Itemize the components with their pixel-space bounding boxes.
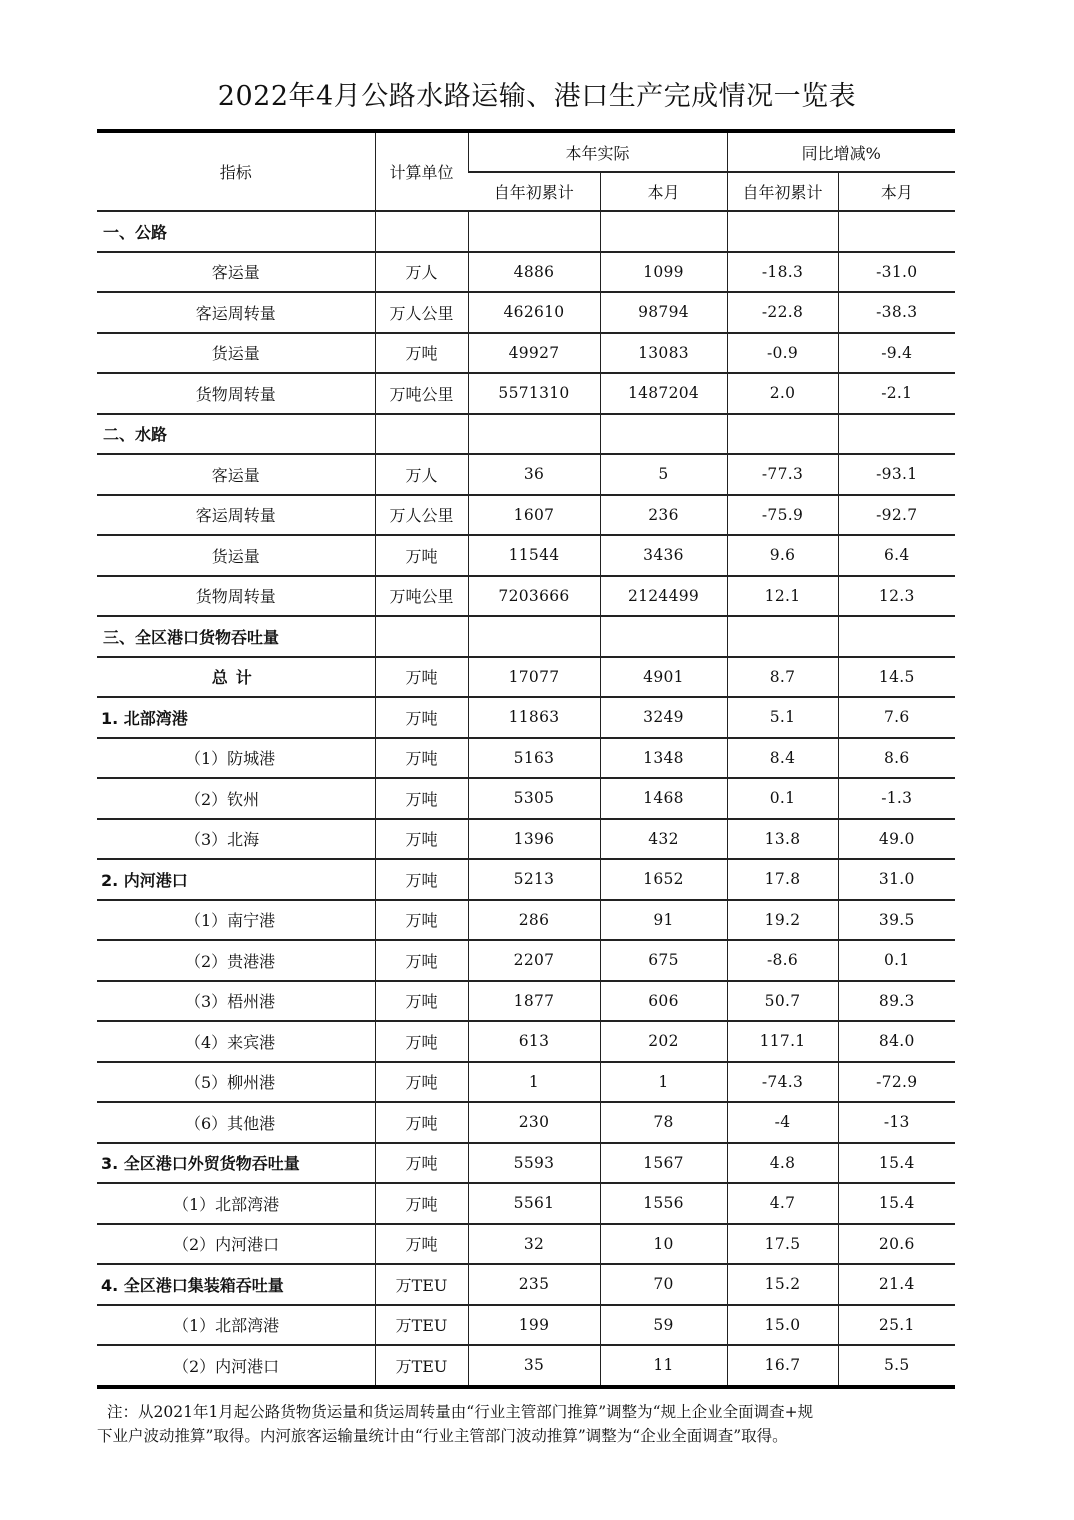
cell-ytd: 613 (468, 1021, 600, 1062)
cell-ytd-yoy: 9.6 (727, 535, 838, 576)
cell-unit: 万人公里 (375, 292, 468, 333)
cell-ytd (468, 414, 600, 455)
cell-ytd-yoy: -8.6 (727, 940, 838, 981)
cell-ytd: 1 (468, 1062, 600, 1103)
cell-month-yoy: -1.3 (838, 778, 955, 819)
cell-name: 2. 内河港口 (97, 859, 375, 900)
cell-ytd: 32 (468, 1224, 600, 1265)
cell-month: 11 (600, 1345, 727, 1387)
cell-ytd: 286 (468, 900, 600, 941)
cell-ytd: 49927 (468, 333, 600, 374)
cell-unit: 万吨 (375, 333, 468, 374)
table-row (97, 859, 955, 900)
cell-ytd-yoy: 50.7 (727, 981, 838, 1022)
table-row (97, 738, 955, 779)
cell-ytd-yoy: 0.1 (727, 778, 838, 819)
cell-name: 客运量 (97, 252, 375, 293)
header-yoy-group: 同比增减% (727, 131, 955, 172)
cell-month: 1652 (600, 859, 727, 900)
cell-month-yoy: -2.1 (838, 373, 955, 414)
cell-month: 432 (600, 819, 727, 860)
header-indicator: 指标 (97, 131, 375, 211)
cell-month-yoy: -93.1 (838, 454, 955, 495)
page-title: 2022年4月公路水路运输、港口生产完成情况一览表 (217, 81, 857, 112)
table-row (97, 1305, 955, 1346)
table-row (97, 900, 955, 941)
cell-ytd-yoy: 2.0 (727, 373, 838, 414)
cell-month-yoy: 7.6 (838, 697, 955, 738)
cell-name: 三、全区港口货物吞吐量 (97, 616, 375, 657)
cell-month-yoy: 84.0 (838, 1021, 955, 1062)
cell-name: （6）其他港 (97, 1102, 375, 1143)
cell-ytd-yoy: 12.1 (727, 576, 838, 617)
section-row (97, 414, 955, 455)
cell-unit: 万人 (375, 252, 468, 293)
cell-month-yoy: 6.4 (838, 535, 955, 576)
table-row (97, 1021, 955, 1062)
cell-month-yoy: 31.0 (838, 859, 955, 900)
cell-month-yoy (838, 616, 955, 657)
cell-month: 1 (600, 1062, 727, 1103)
cell-ytd-yoy: 117.1 (727, 1021, 838, 1062)
table-row (97, 333, 955, 374)
cell-ytd-yoy: -0.9 (727, 333, 838, 374)
section-row (97, 211, 955, 252)
table-row (97, 778, 955, 819)
cell-ytd-yoy: 4.7 (727, 1183, 838, 1224)
cell-ytd-yoy: 8.4 (727, 738, 838, 779)
cell-unit: 万吨公里 (375, 576, 468, 617)
cell-name: 货运量 (97, 535, 375, 576)
cell-month: 59 (600, 1305, 727, 1346)
cell-name: （2）内河港口 (97, 1345, 375, 1387)
cell-month: 13083 (600, 333, 727, 374)
cell-name: 二、水路 (97, 414, 375, 455)
cell-month-yoy: 5.5 (838, 1345, 955, 1387)
cell-month-yoy (838, 414, 955, 455)
cell-ytd: 35 (468, 1345, 600, 1387)
cell-ytd-yoy: -77.3 (727, 454, 838, 495)
table-row (97, 373, 955, 414)
header-unit: 计算单位 (375, 131, 468, 211)
cell-unit: 万吨 (375, 819, 468, 860)
cell-month-yoy: 20.6 (838, 1224, 955, 1265)
cell-month: 1556 (600, 1183, 727, 1224)
cell-ytd: 4886 (468, 252, 600, 293)
cell-ytd: 1877 (468, 981, 600, 1022)
cell-name: 总计 (97, 657, 375, 698)
table-row (97, 981, 955, 1022)
cell-name: （3）北海 (97, 819, 375, 860)
table-row (97, 535, 955, 576)
cell-month: 4901 (600, 657, 727, 698)
cell-month: 1468 (600, 778, 727, 819)
cell-name: （3）梧州港 (97, 981, 375, 1022)
cell-unit: 万吨 (375, 900, 468, 941)
cell-unit: 万TEU (375, 1345, 468, 1387)
cell-name: 客运周转量 (97, 292, 375, 333)
cell-month-yoy: 89.3 (838, 981, 955, 1022)
cell-name: （2）贵港港 (97, 940, 375, 981)
cell-name: （1）南宁港 (97, 900, 375, 941)
table-row (97, 1345, 955, 1387)
table-row (97, 940, 955, 981)
cell-ytd-yoy: 13.8 (727, 819, 838, 860)
cell-ytd-yoy: -22.8 (727, 292, 838, 333)
cell-ytd-yoy (727, 414, 838, 455)
cell-month (600, 211, 727, 252)
cell-name: （2）钦州 (97, 778, 375, 819)
cell-unit: 万TEU (375, 1305, 468, 1346)
cell-month-yoy: 39.5 (838, 900, 955, 941)
header-month-yoy: 本月 (838, 172, 955, 211)
cell-unit: 万人 (375, 454, 468, 495)
table-row (97, 1264, 955, 1305)
table-row (97, 576, 955, 617)
cell-ytd-yoy (727, 211, 838, 252)
cell-name: （4）来宾港 (97, 1021, 375, 1062)
cell-month-yoy: 15.4 (838, 1143, 955, 1184)
cell-month-yoy: -38.3 (838, 292, 955, 333)
cell-ytd-yoy: 17.8 (727, 859, 838, 900)
cell-ytd: 7203666 (468, 576, 600, 617)
cell-ytd-yoy (727, 616, 838, 657)
cell-name: （5）柳州港 (97, 1062, 375, 1103)
header-ytd: 自年初累计 (468, 172, 600, 211)
cell-month-yoy: 8.6 (838, 738, 955, 779)
cell-month: 98794 (600, 292, 727, 333)
cell-ytd (468, 616, 600, 657)
cell-ytd-yoy: 19.2 (727, 900, 838, 941)
cell-month-yoy: 15.4 (838, 1183, 955, 1224)
cell-unit: 万吨公里 (375, 373, 468, 414)
cell-name: 货运量 (97, 333, 375, 374)
cell-ytd-yoy: -18.3 (727, 252, 838, 293)
cell-name: 货物周转量 (97, 373, 375, 414)
cell-ytd: 5213 (468, 859, 600, 900)
cell-month: 1487204 (600, 373, 727, 414)
footnote (97, 1400, 955, 1448)
table-row (97, 1102, 955, 1143)
cell-ytd-yoy: -4 (727, 1102, 838, 1143)
cell-ytd: 36 (468, 454, 600, 495)
cell-month: 202 (600, 1021, 727, 1062)
cell-ytd-yoy: 16.7 (727, 1345, 838, 1387)
cell-unit: 万吨 (375, 738, 468, 779)
cell-month (600, 616, 727, 657)
cell-month: 1099 (600, 252, 727, 293)
cell-month: 606 (600, 981, 727, 1022)
cell-month-yoy: 14.5 (838, 657, 955, 698)
table-row (97, 1143, 955, 1184)
cell-unit: 万吨 (375, 697, 468, 738)
cell-unit (375, 211, 468, 252)
cell-unit: 万吨 (375, 535, 468, 576)
cell-name: 1. 北部湾港 (97, 697, 375, 738)
cell-month (600, 414, 727, 455)
cell-ytd: 5571310 (468, 373, 600, 414)
cell-ytd-yoy: 17.5 (727, 1224, 838, 1265)
cell-ytd: 5163 (468, 738, 600, 779)
table-row (97, 1224, 955, 1265)
cell-ytd-yoy: 15.0 (727, 1305, 838, 1346)
cell-month-yoy: -13 (838, 1102, 955, 1143)
cell-name: 4. 全区港口集装箱吞吐量 (97, 1264, 375, 1305)
cell-unit: 万吨 (375, 657, 468, 698)
cell-month: 675 (600, 940, 727, 981)
cell-ytd-yoy: 15.2 (727, 1264, 838, 1305)
cell-month: 236 (600, 495, 727, 536)
cell-month: 78 (600, 1102, 727, 1143)
cell-unit: 万吨 (375, 1021, 468, 1062)
cell-name: 客运量 (97, 454, 375, 495)
cell-month-yoy: 21.4 (838, 1264, 955, 1305)
header-actual-group: 本年实际 (468, 131, 727, 172)
table-row (97, 495, 955, 536)
cell-ytd: 1396 (468, 819, 600, 860)
cell-month: 3249 (600, 697, 727, 738)
table-row (97, 819, 955, 860)
cell-name: （1）北部湾港 (97, 1183, 375, 1224)
table-row (97, 1183, 955, 1224)
cell-ytd-yoy: -74.3 (727, 1062, 838, 1103)
cell-ytd-yoy: -75.9 (727, 495, 838, 536)
header-ytd-yoy: 自年初累计 (727, 172, 838, 211)
cell-ytd: 11863 (468, 697, 600, 738)
cell-unit: 万吨 (375, 859, 468, 900)
cell-unit: 万吨 (375, 1224, 468, 1265)
cell-unit: 万吨 (375, 1143, 468, 1184)
cell-name: （2）内河港口 (97, 1224, 375, 1265)
cell-unit: 万吨 (375, 940, 468, 981)
footnote-line-2: 下业户波动推算”取得。内河旅客运输量统计由“行业主管部门波动推算”调整为“企业全面调查”取得。 (97, 1427, 788, 1445)
cell-ytd-yoy: 5.1 (727, 697, 838, 738)
cell-unit: 万人公里 (375, 495, 468, 536)
header-month: 本月 (600, 172, 727, 211)
table-row (97, 657, 955, 698)
statistics-table (97, 129, 955, 1389)
cell-ytd: 5593 (468, 1143, 600, 1184)
cell-ytd: 230 (468, 1102, 600, 1143)
cell-month-yoy: 25.1 (838, 1305, 955, 1346)
section-row (97, 616, 955, 657)
cell-month-yoy: -9.4 (838, 333, 955, 374)
table-body (97, 211, 955, 1387)
cell-ytd: 17077 (468, 657, 600, 698)
cell-month: 91 (600, 900, 727, 941)
cell-ytd: 5305 (468, 778, 600, 819)
cell-ytd: 5561 (468, 1183, 600, 1224)
cell-month: 3436 (600, 535, 727, 576)
cell-month-yoy: 0.1 (838, 940, 955, 981)
cell-month-yoy: -92.7 (838, 495, 955, 536)
cell-ytd: 1607 (468, 495, 600, 536)
cell-unit: 万吨 (375, 1062, 468, 1103)
cell-ytd: 199 (468, 1305, 600, 1346)
table-row (97, 252, 955, 293)
cell-month: 70 (600, 1264, 727, 1305)
cell-ytd-yoy: 8.7 (727, 657, 838, 698)
cell-month-yoy: -72.9 (838, 1062, 955, 1103)
cell-month: 2124499 (600, 576, 727, 617)
cell-month-yoy: -31.0 (838, 252, 955, 293)
cell-unit (375, 414, 468, 455)
cell-unit (375, 616, 468, 657)
cell-month-yoy (838, 211, 955, 252)
cell-month-yoy: 49.0 (838, 819, 955, 860)
cell-ytd: 11544 (468, 535, 600, 576)
table-row (97, 697, 955, 738)
cell-unit: 万TEU (375, 1264, 468, 1305)
cell-unit: 万吨 (375, 1102, 468, 1143)
cell-ytd: 235 (468, 1264, 600, 1305)
cell-month: 5 (600, 454, 727, 495)
table-row (97, 454, 955, 495)
cell-unit: 万吨 (375, 1183, 468, 1224)
footnote-line-1: 注：从2021年1月起公路货物货运量和货运周转量由“行业主管部门推算”调整为“规上企业全面调查+规 (107, 1403, 814, 1421)
cell-name: 一、公路 (97, 211, 375, 252)
cell-ytd: 2207 (468, 940, 600, 981)
cell-unit: 万吨 (375, 778, 468, 819)
table-row (97, 292, 955, 333)
cell-name: 3. 全区港口外贸货物吞吐量 (97, 1143, 375, 1184)
cell-name: 货物周转量 (97, 576, 375, 617)
cell-ytd (468, 211, 600, 252)
cell-ytd-yoy: 4.8 (727, 1143, 838, 1184)
cell-month: 10 (600, 1224, 727, 1265)
cell-name: （1）北部湾港 (97, 1305, 375, 1346)
cell-unit: 万吨 (375, 981, 468, 1022)
cell-month-yoy: 12.3 (838, 576, 955, 617)
cell-name: （1）防城港 (97, 738, 375, 779)
cell-month: 1348 (600, 738, 727, 779)
cell-name: 客运周转量 (97, 495, 375, 536)
table-row (97, 1062, 955, 1103)
cell-ytd: 462610 (468, 292, 600, 333)
cell-month: 1567 (600, 1143, 727, 1184)
